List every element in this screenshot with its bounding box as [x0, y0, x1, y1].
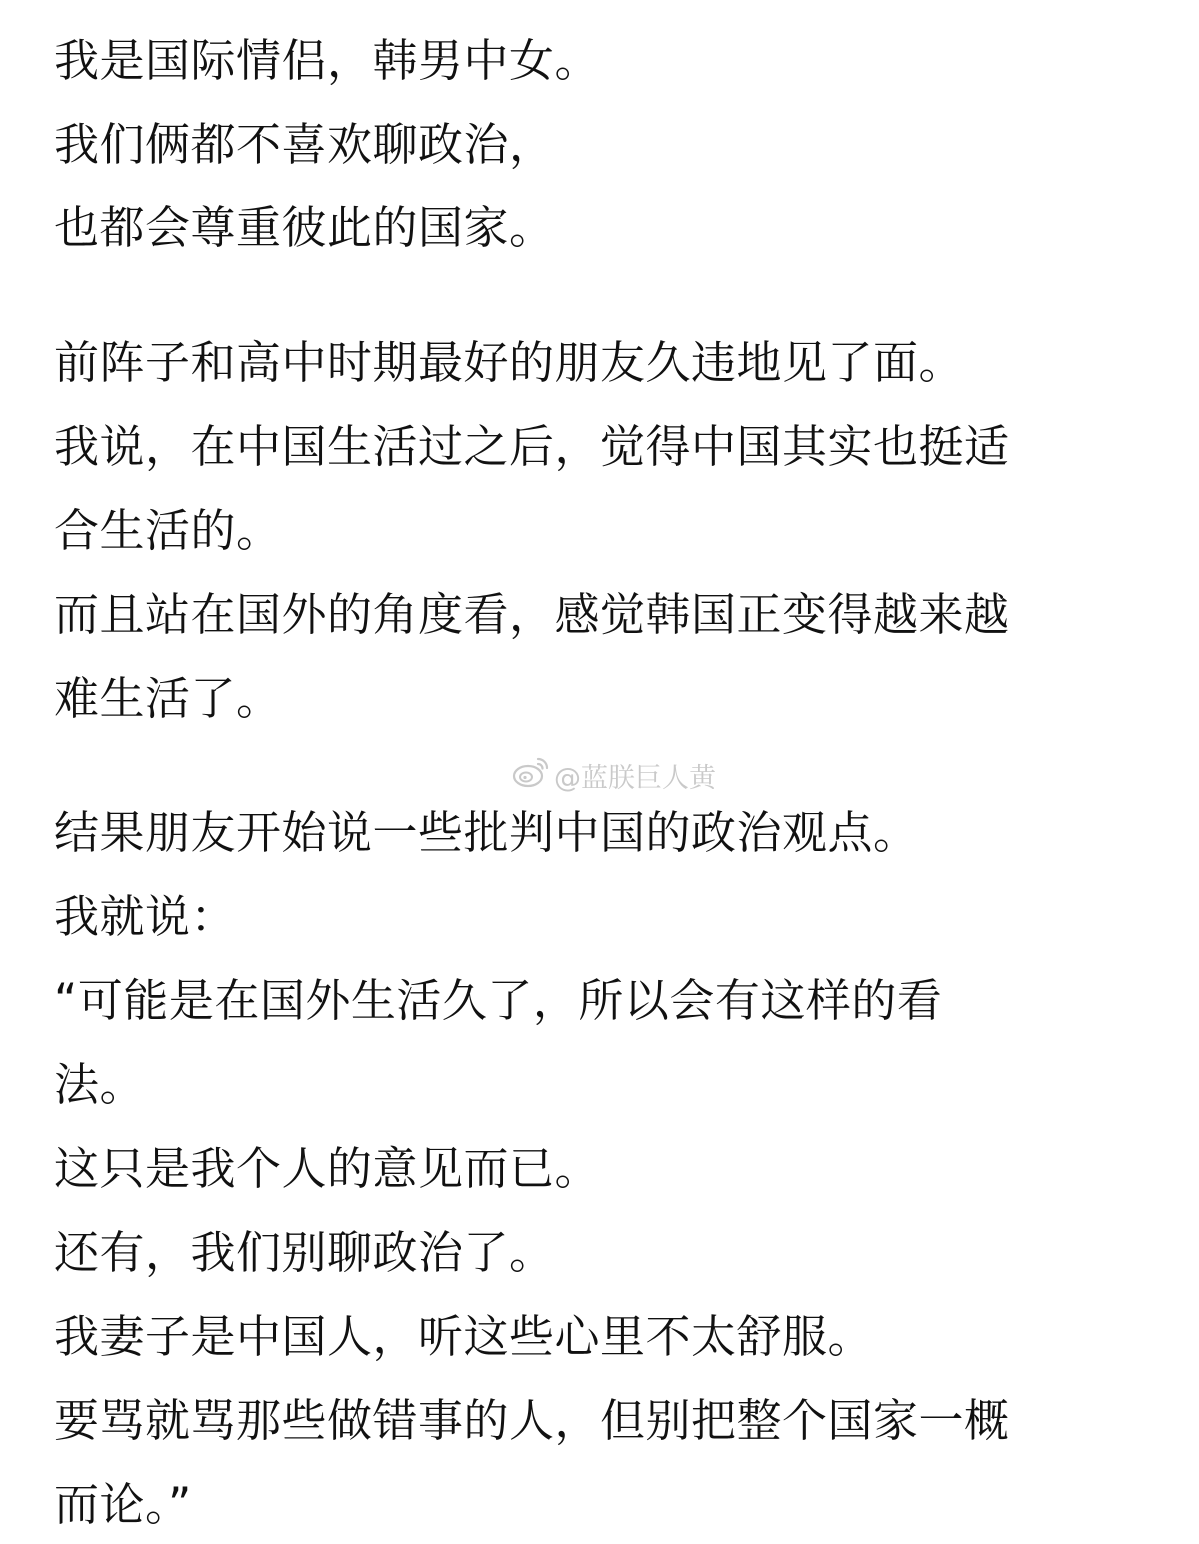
- weibo-logo-icon: [512, 756, 550, 795]
- text-line: 这只是我个人的意见而已。: [54, 1142, 601, 1195]
- text-line: 还有，我们别聊政治了。: [54, 1226, 555, 1279]
- text-line: 我说，在中国生活过之后，觉得中国其实也挺适: [54, 420, 1010, 473]
- watermark-text: @蓝朕巨人黄: [554, 762, 716, 794]
- text-line: 法。: [54, 1058, 146, 1111]
- text-line: 我是国际情侣，韩男中女。: [54, 34, 601, 87]
- text-line: 合生活的。: [54, 504, 282, 557]
- watermark: [512, 758, 716, 792]
- text-line: 结果朋友开始说一些批判中国的政治观点。: [54, 806, 919, 859]
- text-line: 而且站在国外的角度看，感觉韩国正变得越来越: [54, 588, 1010, 641]
- text-line: 我妻子是中国人，听这些心里不太舒服。: [54, 1310, 874, 1363]
- text-line: 要骂就骂那些做错事的人，但别把整个国家一概: [54, 1394, 1010, 1447]
- text-line: 我们俩都不喜欢聊政治，: [54, 118, 555, 171]
- text-line: 而论。”: [54, 1478, 192, 1531]
- text-line: 也都会尊重彼此的国家。: [54, 201, 555, 254]
- text-line: “可能是在国外生活久了，所以会有这样的看: [54, 974, 943, 1027]
- text-line: 我就说：: [54, 890, 237, 943]
- text-line: 前阵子和高中时期最好的朋友久违地见了面。: [54, 336, 965, 389]
- text-line: 难生活了。: [54, 672, 282, 725]
